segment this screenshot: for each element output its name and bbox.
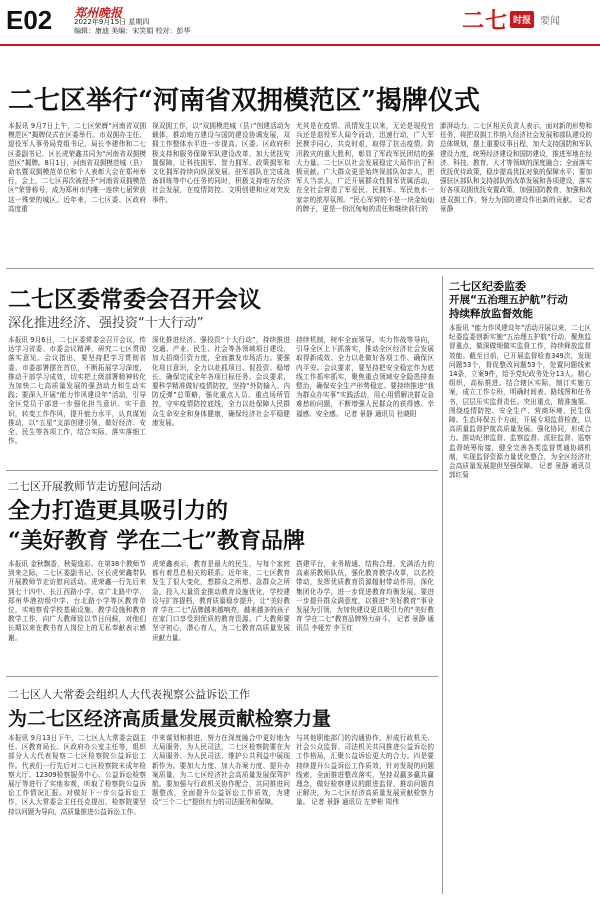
section-brand bbox=[462, 6, 560, 32]
sidebar-title-line1: 开展“五治理五护航”行动 bbox=[449, 294, 568, 306]
article4-col2: 中来谋划和推进，努力在深度融合中更好地为大局服务，为人民司法，二七区检察院要在为大局服务、为人民司法、维护公共利益中展现新作为。要加大力度、加大办案力度、提升办案质量，为二七区经济社会高质量发展保驾护航。要加强与行政机关协作配合，共同推进问题整改，全面提升公益诉讼工作质效，为建设“三个二七”提供有力的司法服务和保障。 bbox=[152, 734, 290, 807]
paper-logo: 郑州晚报 bbox=[74, 6, 123, 20]
masthead bbox=[0, 0, 600, 46]
article4-col3: 与其他职能部门的沟通协作，形成行政机关、社会公众监督、司法机关共同推进公益诉讼的工作格局，汇聚公益诉讼更大的合力。四是要持续提升公益诉讼工作质效，针对发现的问题线索，全面推进整改落实，坚持双赢多赢共赢理念，做好检察建议的跟进监督，推动问题真正解决，为二七区经济高质量发展贡献检察力量。 记者 景静 通讯员 左梦彬 周伟 bbox=[296, 734, 434, 807]
divider bbox=[6, 268, 594, 269]
article3-col2: 虎荣鑫表示，教育是最大的民生，与每个家庭都有着息息相关的联系。近年来，二七区教育发生了很大变化，想群众之所想、急群众之所急，投入大量资金推动教育设施优化，学校建设与扩容提档，教育质量稳步提升，让“美好教育 学在二七”品牌越来越响亮，越来越多的孩子在家门口享受到优质的教育资源。广大教师要坚守初心，潜心育人，为二七教育高质量发展贡献力量。 bbox=[152, 560, 290, 642]
article3-title-line2: “美好教育 学在二七”教育品牌 bbox=[8, 528, 305, 554]
article2-title: 二七区委常委会召开会议 bbox=[8, 286, 261, 313]
article2-col3: 持续机制，树牢全面领导、实力作战等导向，引导全区上下抓落实，推动全区经济社会发展取得新成效、全力以赴做好各项工作、确保区内平安。会议要求，要坚持把安全稳定作为底线工作抓牢抓实，聚焦重点领域安全隐患排查整治，确保安全生产形势稳定。要持续推进“我为群众办实事”实践活动，用心用情解决群众急难愁盼问题，不断增强人民群众的获得感、幸福感、安全感。 记者 景静 通讯员 杜晓阳 bbox=[296, 336, 434, 418]
sidebar-title-line2: 持续释放监督效能 bbox=[449, 308, 533, 320]
sidebar-kicker: 二七区纪委监委 bbox=[449, 280, 526, 293]
editor-credits: 编辑：康迪 美编：宋笑娟 校对：彭华 bbox=[74, 27, 191, 35]
article2-subtitle: 深化推进经济、强投资“十大行动” bbox=[8, 316, 204, 331]
article3-col1: 本报讯 金秋飘香，秋菊逸彩。在第38个教师节到来之际，二七区委副书记、区长虎荣鑫带队开展教师节走访慰问活动。虎荣鑫一行先后来到七十四中、长江西路小学、京广北路中学、郑州华港初级中学、台北路小学等区教育单位，实地察看学校基础设施、教学设施和教育教学工作，向广大教师致以节日问候，对他们长期以来在教书育人岗位上的无私奉献表示感谢。 bbox=[8, 560, 146, 642]
sidebar-story bbox=[442, 276, 599, 894]
article4-kicker: 二七区人大常委会组织人大代表视察公益诉讼工作 bbox=[8, 688, 250, 701]
divider bbox=[6, 470, 438, 471]
issue-date: 2022年9月15日 星期四 bbox=[74, 18, 150, 26]
article4-col1: 本报讯 9月13日下午，二七区人大常委会副主任、区教育局长、区政府办公室主任等，组织部分人大代表视察二七区检察院公益诉讼工作。代表们一行先后对二七区检察院未成年检察大厅、12309检察服务中心、公益诉讼检察展厅等进行了实地参观，听取了检察院公益诉讼工作情况汇报。对做好下一步公益诉讼工作，区人大常委会主任任克提出，检察院要坚持以问题为导向，高质量推进公益诉讼工作。 bbox=[8, 734, 146, 816]
article1-col3: 尤其是在疫情、汛情发生以来，无论是现役官兵还是退役军人闻令而动，迅速行动，广大军民携手同心，共克时艰，取得了抗击疫情、防汛救灾的重大胜利，彰显了军政军民团结的强大力量。二七区以社会发展稳定大局作出了积极贡献。广大群众更是始终视部队如亲人，把军人当亲人，广泛开展群众性拥军优属活动，在全社会营造了军爱民、民拥军、军民鱼水一家亲的浓厚氛围。“民心军营的不是一块金灿灿的牌子，更是一份沉甸甸的责任和继续前行的 bbox=[296, 122, 434, 213]
section-brand-name: 二七 bbox=[461, 8, 508, 34]
page-number: E02 bbox=[6, 5, 53, 35]
sidebar-body: 本报讯 “能力作风建设年”活动开展以来，二七区纪委监委创新实施“五治理五护航”行动，聚焦监督重点，做深做细做实监督工作，持续释放监督效能。截至目前，已开展监督检查349次，发现问题53个，督促整改问题53个，处置问题线索14条，立案9件，给予党纪政务处分13人。精心组织，高标推进。结合辖区实际，制订实施方案，成立工作专班，明确时间表、路线图和任务书，层层压实监督责任。突出重点，精准施策。围绕疫情防控、安全生产、营商环境、民生保障、生态环保五个方面，开展专项监督检查，以高质量监督护航高质量发展。强化协同，形成合力。推动纪律监督、监察监督、派驻监督、巡察监督统筹衔接，健全完善各类监督贯通协调机制，实现监督资源力量优化整合，为全区经济社会高质量发展提供坚强保障。 记者 景静 通讯员 郭红菊 bbox=[449, 324, 591, 480]
article3-col3: 搭建平台，业务精通、结构合理、充满活力的高素质教师队伍，强化教育教学改革，以名校带动，发挥优质教育资源辐射带动作用，深化集团化办学，进一步促进教育均衡发展。要进一步提升群众满意度，以推进“美好教育”事业发展为引领，为加快建设更具吸引力的“美好教育 学在二七”教育品牌努力奋斗。 记者 景静 通讯员 李娅芳 李玉红 bbox=[296, 560, 434, 633]
article1-col2: 视双拥工作，以“双拥模范城（县）”创建活动为载体，推动地方建设与国防建设协调发展，双拥工作整体水平进一步提高。区委、区政府积极支持和服务保障军队建设改革，加大优抚安置保障，让科技拥军、智力拥军、政策拥军和文化拥军持续向纵深发展。驻军部队在完成战备训练等中心任务的同时，积极支持地方经济社会发展，在疫情防控、文明创建和应对突发事件。 bbox=[152, 122, 290, 204]
article1-col1: 本报讯 9月7日上午，二七区荣膺“河南省双拥模范区”揭牌仪式在区委举行。市双拥办主任、退役军人事务局党组书记、局长李建伟和二七区委副书记、区长虎荣鑫共同为“河南省双拥模范区”揭牌。8月1日，河南省双拥模范城（县）命名暨双拥模范单位和个人表彰大会在郑州举行，会上，二七区再次被授予“河南省双拥模范区”荣誉称号，成为郑州市内唯一连续七届荣获这一殊荣的城区。近年来，二七区委、区政府高度重 bbox=[8, 122, 146, 213]
issue-info bbox=[74, 18, 190, 36]
article2-col2: 深化推进经济、强投资“十大行动”，持续推进交通、产业、民生、社会等各领域项目建设，加大招商引资力度，全面激发市场活力。要强化项目意识，全力以赴抓项目、促投资、稳增长，确保完成全年各项目标任务。会议要求，要科学精准做好疫情防控，坚持“外防输入、内防反弹”总策略，强化重点人员、重点场所管控，守牢疫情防控底线，全力以赴保障人民群众生命安全和身体健康，确保经济社会平稳健康发展。 bbox=[152, 336, 290, 427]
article4-title: 为二七区经济高质量发展贡献检察力量 bbox=[8, 708, 332, 730]
section-brand-tag: 时报 bbox=[510, 11, 534, 28]
article3-kicker: 二七区开展教师节走访慰问活动 bbox=[8, 480, 162, 493]
article3-title-line1: 全力打造更具吸引力的 bbox=[8, 498, 229, 524]
section-page-label: 要闻 bbox=[540, 15, 560, 27]
article1-col4: 澎湃动力。二七区相关负责人表示，面对新的形势和任务，将把双拥工作纳入经济社会发展和部队建设的总体规划，摆上重要议事日程，加大支持国防和军队建设力度，统筹经济建设和国防建设，推进军地在经济、科技、教育、人才等领域的深度融合；全面落实优抚优待政策，稳步提高优抚对象的保障水平；要加强驻区部队和支持部队的改革发展和各项建设，落实好各项双拥优抚安置政策，加强国防教育，加强和改进双拥工作，努力为国防建设作出新的贡献。 记者 景静 bbox=[440, 122, 592, 213]
article2-col1: 本报讯 9月6日，二七区委常委会召开会议，传达学习省委、市委会议精神，研究二七区贯彻落实意见。会议指出，要坚持把学习贯彻省委、市委部署摆在首位，不断拓展学习深度，推动干部学习成效，切实把上级部署精神转化为加快二七高质量发展的强劲动力和生动实践；要深入开展“能力作风建设年”活动，引导全区党员干部进一步强化担当意识、实干意识，转变工作作风，提升能力水平，认真谋划推动，以“五星”支部创建引领，做好经济、安全、民生等各项工作，结合实际，落实落细工作。 bbox=[8, 336, 146, 446]
divider bbox=[6, 676, 438, 677]
article1-title: 二七区举行“河南省双拥模范区”揭牌仪式 bbox=[8, 86, 480, 116]
